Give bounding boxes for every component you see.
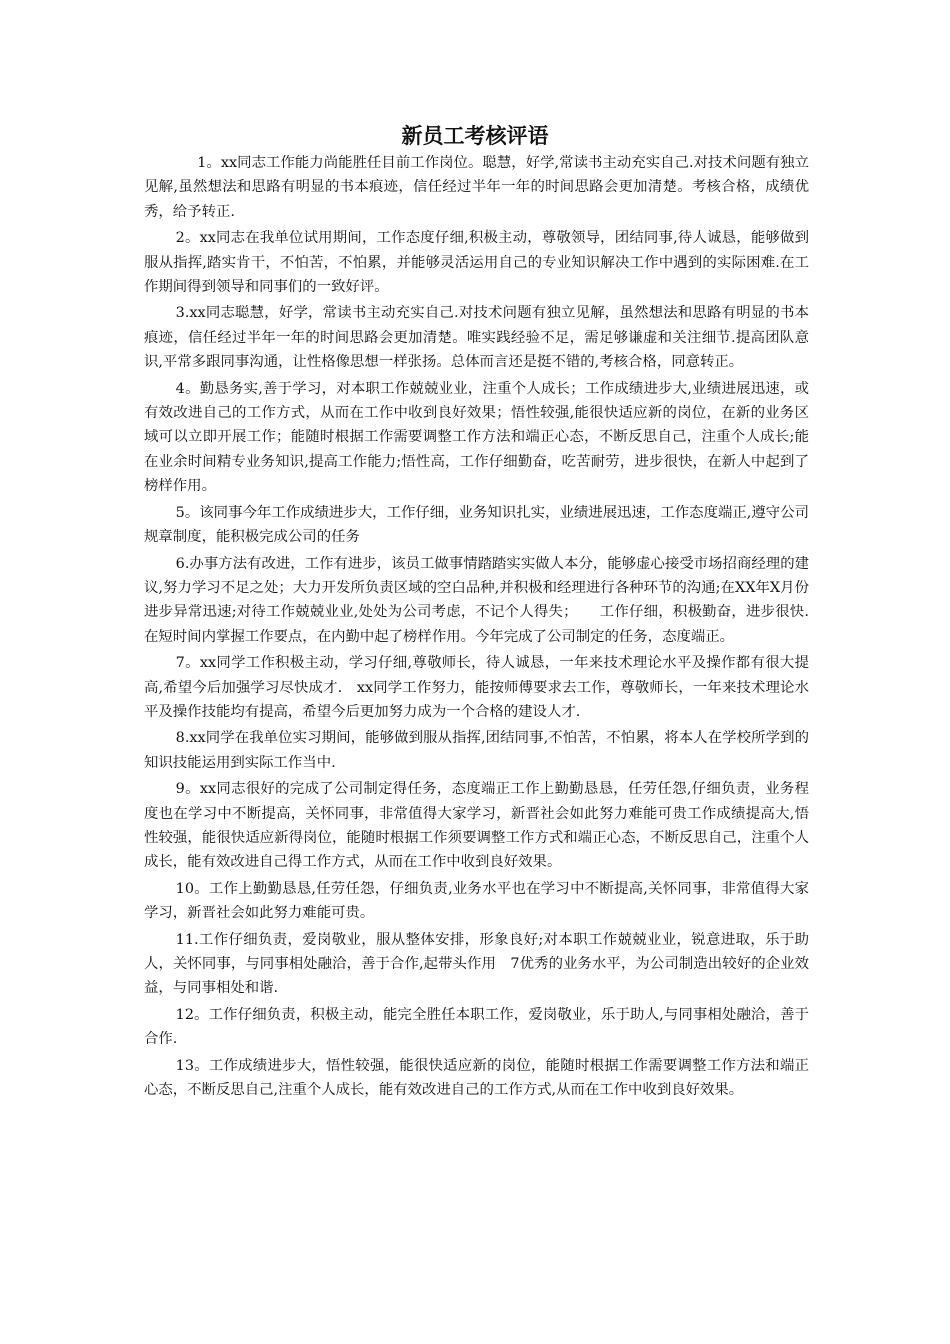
- paragraph-11: 11.工作仔细负责，爱岗敬业，服从整体安排，形象良好;对本职工作兢兢业业，锐意进取，乐于助人，关怀同事，与同事相处融洽，善于合作,起带头作用 7优秀的业务水平，为公司制造出较好的企业效益，与同事相处和谐.: [144, 931, 809, 997]
- paragraph-2: 2。xx同志在我单位试用期间，工作态度仔细,积极主动，尊敬领导，团结同事,待人诚恳，能够做到服从指挥,踏实肯干，不怕苦，不怕累，并能够灵活运用自己的专业知识解决工作中遇到的实际困难.在工作期间得到领导和同事们的一致好评。: [144, 230, 809, 296]
- document-title: 新员工考核评语: [401, 123, 549, 148]
- paragraph-8: 8.xx同学在我单位实习期间，能够做到服从指挥,团结同事,不怕苦，不怕累，将本人在学校所学到的知识技能运用到实际工作当中.: [144, 730, 809, 771]
- paragraph-7: 7。xx同学工作积极主动，学习仔细,尊敬师长，待人诚恳，一年来技术理论水平及操作都有很大提高,希望今后加强学习尽快成才. xx同学工作努力，能按师傅要求去工作，尊敬师长，一年来技术理论水平及操作技能均有提高，希望今后更加努力成为一个合格的建设人才.: [144, 655, 809, 720]
- document-body: [144, 151, 809, 1104]
- paragraph-9: 9。xx同志很好的完成了公司制定得任务，态度端正工作上勤勤恳恳，任劳任怨,仔细负责，业务程度也在学习中不断提高，关怀同事，非常值得大家学习，新晋社会如此努力难能可贵工作成绩提高大,悟性较强，能很快适应新得岗位，能随时根据工作须要调整工作方式和端正心态，不断反思自己，注重个人成长，能有效改进自己得工作方式，从而在工作中收到良好效果。: [144, 781, 809, 871]
- paragraph-4: 4。勤恳务实,善于学习，对本职工作兢兢业业，注重个人成长；工作成绩进步大,业绩进展迅速，或有效改进自己的工作方式，从而在工作中收到良好效果；悟性较强,能很快适应新的岗位，在新的业务区域可以立即开展工作；能随时根据工作需要调整工作方法和端正心态，不断反思自己，注重个人成长;能在业余时间精专业务知识,提高工作能力;悟性高，工作仔细勤奋，吃苦耐劳，进步很快，在新人中起到了榜样作用。: [144, 380, 809, 495]
- paragraph-6: 6.办事方法有改进，工作有进步，该员工做事情踏踏实实做人本分，能够虚心接受市场招商经理的建议,努力学习不足之处；大力开发所负责区域的空白品种,并积极和经理进行各种环节的沟通;在XX年X月份进步异常迅速;对待工作兢兢业业,处处为公司考虑，不记个人得失； 工作仔细，积极勤奋，进步很快.在短时间内掌握工作要点，在内勤中起了榜样作用。今年完成了公司制定的任务，态度端正。: [144, 555, 809, 645]
- paragraph-12: 12。工作仔细负责，积极主动，能完全胜任本职工作，爱岗敬业，乐于助人,与同事相处融洽，善于合作.: [144, 1006, 809, 1048]
- paragraph-10: 10。工作上勤勤恳恳,任劳任怨，仔细负责,业务水平也在学习中不断提高,关怀同事，非常值得大家学习，新晋社会如此努力难能可贵。: [144, 880, 809, 922]
- paragraph-5: 5。该同事今年工作成绩进步大，工作仔细，业务知识扎实，业绩进展迅速，工作态度端正,遵守公司规章制度，能积极完成公司的任务: [144, 504, 809, 546]
- paragraph-13: 13。工作成绩进步大，悟性较强，能很快适应新的岗位，能随时根据工作需要调整工作方法和端正心态，不断反思自己,注重个人成长，能有效改进自己的工作方式,从而在工作中收到良好效果。: [144, 1057, 809, 1099]
- paragraph-1: 1。xx同志工作能力尚能胜任目前工作岗位。聪慧，好学,常读书主动充实自己.对技术问题有独立见解,虽然想法和思路有明显的书本痕迹，信任经过半年一年的时间思路会更加清楚。考核合格，成绩优秀，给予转正.: [144, 155, 809, 220]
- paragraph-3: 3.xx同志聪慧，好学，常读书主动充实自己.对技术问题有独立见解，虽然想法和思路有明显的书本痕迹，信任经过半年一年的时间思路会更加清楚。唯实践经验不足，需足够谦虚和关注细节.提高团队意识,平常多跟同事沟通，让性格像思想一样张扬。总体而言还是挺不错的,考核合格，同意转正。: [144, 305, 809, 371]
